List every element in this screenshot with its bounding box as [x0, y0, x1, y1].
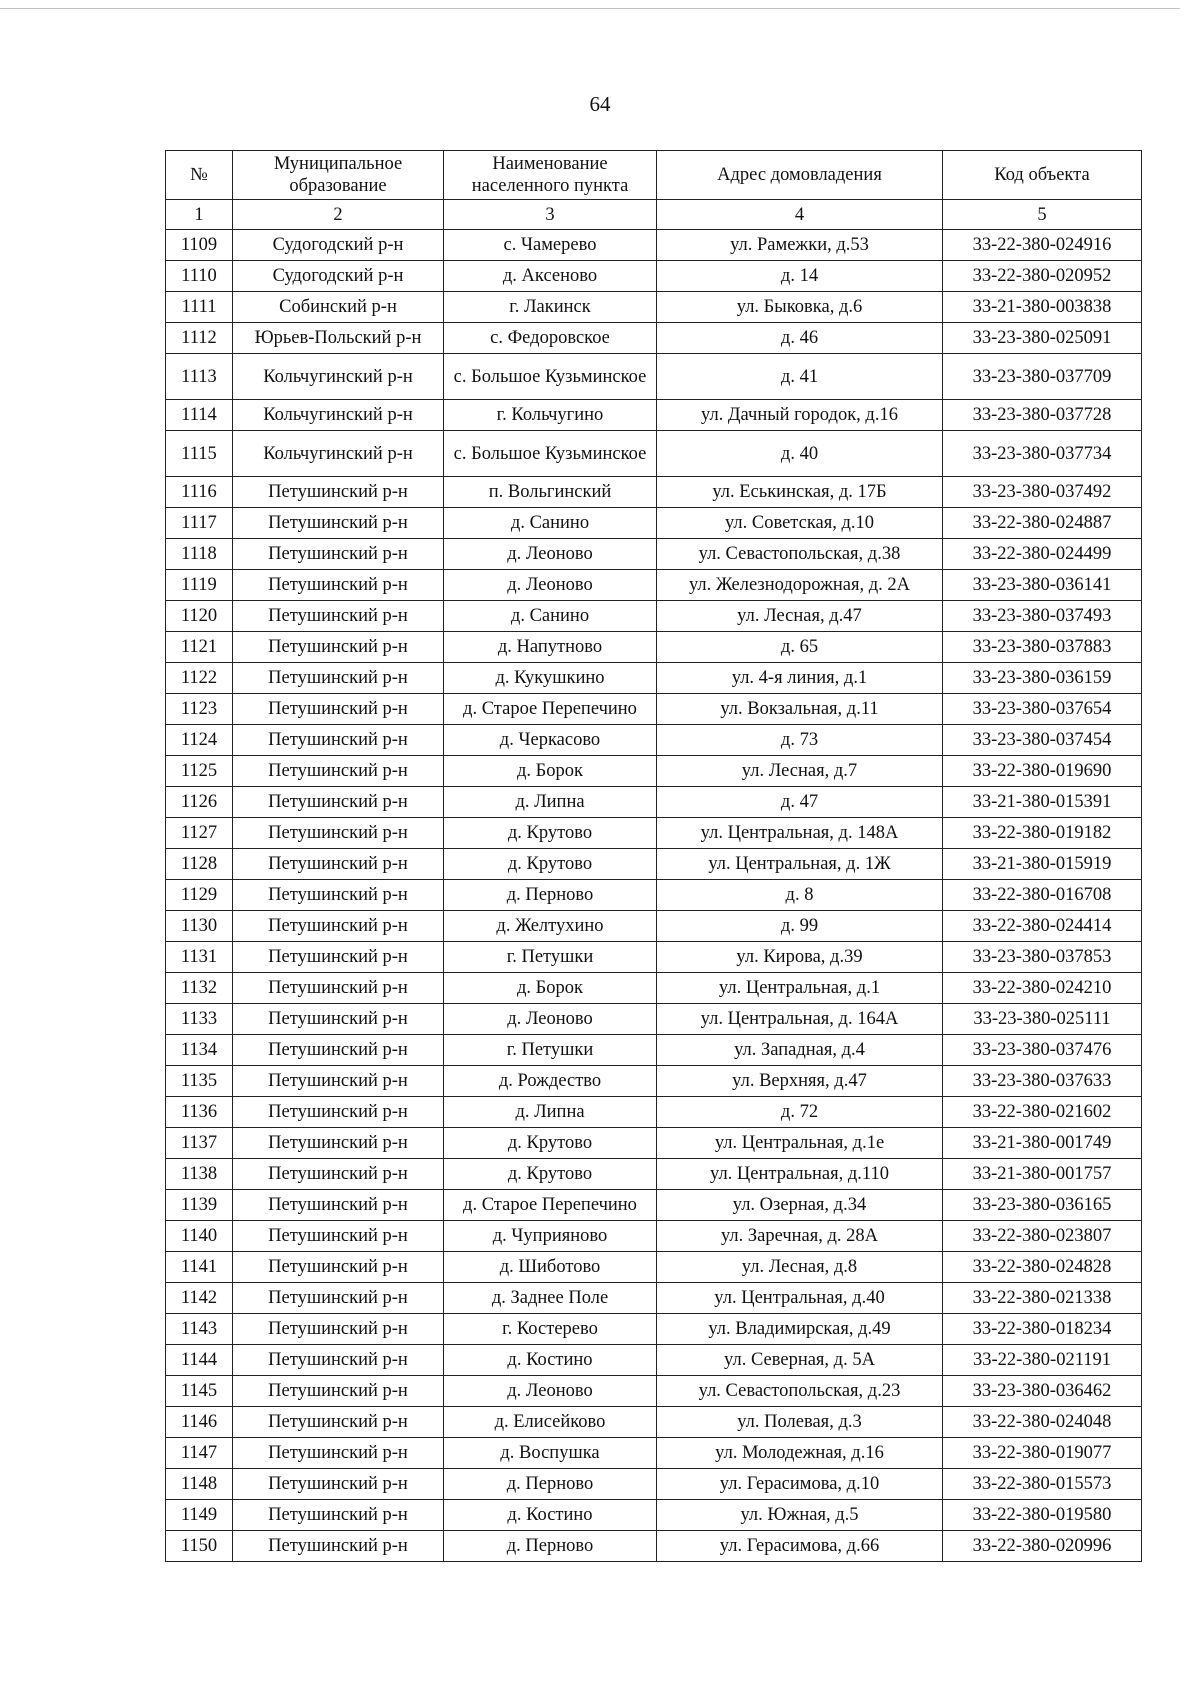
row-number: 1117 [166, 508, 233, 539]
object-code-cell: 33-22-380-021602 [943, 1097, 1142, 1128]
settlement-cell: д. Кукушкино [444, 663, 657, 694]
object-code-cell: 33-23-380-037709 [943, 354, 1142, 400]
object-code-cell: 33-21-380-015919 [943, 849, 1142, 880]
column-number: 1 [166, 200, 233, 230]
row-number: 1142 [166, 1283, 233, 1314]
object-code-cell: 33-23-380-037493 [943, 601, 1142, 632]
municipality-cell: Петушинский р-н [233, 1345, 444, 1376]
table-row [166, 1531, 1142, 1562]
municipality-cell: Петушинский р-н [233, 1004, 444, 1035]
address-cell: ул. Лесная, д.8 [657, 1252, 943, 1283]
settlement-cell: д. Чуприяново [444, 1221, 657, 1252]
column-number: 4 [657, 200, 943, 230]
object-code-cell: 33-23-380-037476 [943, 1035, 1142, 1066]
settlement-cell: д. Крутово [444, 1159, 657, 1190]
settlement-cell: д. Леоново [444, 570, 657, 601]
table-row [166, 632, 1142, 663]
address-cell: ул. Центральная, д.40 [657, 1283, 943, 1314]
object-code-cell: 33-23-380-037728 [943, 400, 1142, 431]
object-code-cell: 33-23-380-037853 [943, 942, 1142, 973]
address-cell: д. 40 [657, 431, 943, 477]
settlement-cell: д. Напутново [444, 632, 657, 663]
column-number: 3 [444, 200, 657, 230]
table-row [166, 1252, 1142, 1283]
municipality-cell: Петушинский р-н [233, 1314, 444, 1345]
row-number: 1127 [166, 818, 233, 849]
settlement-cell: д. Черкасово [444, 725, 657, 756]
address-cell: ул. Севастопольская, д.38 [657, 539, 943, 570]
address-cell: ул. Быковка, д.6 [657, 292, 943, 323]
municipality-cell: Петушинский р-н [233, 1159, 444, 1190]
municipality-cell: Петушинский р-н [233, 756, 444, 787]
settlement-cell: д. Леоново [444, 1004, 657, 1035]
municipality-cell: Петушинский р-н [233, 663, 444, 694]
address-cell: ул. Рамежки, д.53 [657, 230, 943, 261]
row-number: 1143 [166, 1314, 233, 1345]
table-row [166, 431, 1142, 477]
row-number: 1111 [166, 292, 233, 323]
object-code-cell: 33-22-380-020952 [943, 261, 1142, 292]
address-cell: ул. Верхняя, д.47 [657, 1066, 943, 1097]
object-code-cell: 33-22-380-019690 [943, 756, 1142, 787]
address-cell: ул. Заречная, д. 28А [657, 1221, 943, 1252]
row-number: 1124 [166, 725, 233, 756]
municipality-cell: Петушинский р-н [233, 694, 444, 725]
settlement-cell: д. Аксеново [444, 261, 657, 292]
address-cell: д. 41 [657, 354, 943, 400]
row-number: 1146 [166, 1407, 233, 1438]
row-number: 1132 [166, 973, 233, 1004]
row-number: 1110 [166, 261, 233, 292]
object-code-cell: 33-21-380-003838 [943, 292, 1142, 323]
settlement-cell: г. Кольчугино [444, 400, 657, 431]
municipality-cell: Петушинский р-н [233, 880, 444, 911]
table-row [166, 354, 1142, 400]
object-code-cell: 33-22-380-024828 [943, 1252, 1142, 1283]
municipality-cell: Судогодский р-н [233, 261, 444, 292]
row-number: 1121 [166, 632, 233, 663]
address-cell: ул. Лесная, д.47 [657, 601, 943, 632]
column-number: 2 [233, 200, 444, 230]
row-number: 1136 [166, 1097, 233, 1128]
address-cell: ул. Лесная, д.7 [657, 756, 943, 787]
address-cell: ул. Южная, д.5 [657, 1500, 943, 1531]
row-number: 1126 [166, 787, 233, 818]
settlement-cell: г. Петушки [444, 942, 657, 973]
address-cell: ул. Полевая, д.3 [657, 1407, 943, 1438]
settlement-cell: д. Костино [444, 1345, 657, 1376]
settlement-cell: п. Вольгинский [444, 477, 657, 508]
table-row [166, 849, 1142, 880]
municipality-cell: Петушинский р-н [233, 911, 444, 942]
municipality-cell: Петушинский р-н [233, 1531, 444, 1562]
table-row [166, 942, 1142, 973]
address-cell: д. 46 [657, 323, 943, 354]
address-cell: ул. Герасимова, д.10 [657, 1469, 943, 1500]
table-row [166, 1097, 1142, 1128]
row-number: 1109 [166, 230, 233, 261]
settlement-cell: д. Перново [444, 880, 657, 911]
row-number: 1118 [166, 539, 233, 570]
object-code-cell: 33-23-380-037883 [943, 632, 1142, 663]
table-row [166, 911, 1142, 942]
table-row [166, 725, 1142, 756]
municipality-cell: Петушинский р-н [233, 849, 444, 880]
table-row [166, 1221, 1142, 1252]
settlement-cell: д. Липна [444, 787, 657, 818]
table-row [166, 1469, 1142, 1500]
address-cell: ул. Центральная, д.1е [657, 1128, 943, 1159]
row-number: 1122 [166, 663, 233, 694]
object-code-cell: 33-22-380-019580 [943, 1500, 1142, 1531]
object-code-cell: 33-23-380-037734 [943, 431, 1142, 477]
row-number: 1116 [166, 477, 233, 508]
settlement-cell: с. Федоровское [444, 323, 657, 354]
municipality-cell: Юрьев-Польский р-н [233, 323, 444, 354]
object-code-cell: 33-23-380-037633 [943, 1066, 1142, 1097]
municipality-cell: Петушинский р-н [233, 508, 444, 539]
address-cell: д. 73 [657, 725, 943, 756]
settlement-cell: г. Костерево [444, 1314, 657, 1345]
municipality-cell: Кольчугинский р-н [233, 354, 444, 400]
municipality-cell: Петушинский р-н [233, 1407, 444, 1438]
object-code-cell: 33-22-380-023807 [943, 1221, 1142, 1252]
column-number-row [166, 200, 1142, 230]
row-number: 1135 [166, 1066, 233, 1097]
municipality-cell: Петушинский р-н [233, 1128, 444, 1159]
address-cell: ул. Молодежная, д.16 [657, 1438, 943, 1469]
table-row [166, 323, 1142, 354]
table-row [166, 1190, 1142, 1221]
row-number: 1129 [166, 880, 233, 911]
table-row [166, 1407, 1142, 1438]
row-number: 1115 [166, 431, 233, 477]
object-code-cell: 33-22-380-019077 [943, 1438, 1142, 1469]
table-body [166, 230, 1142, 1562]
row-number: 1144 [166, 1345, 233, 1376]
table-row [166, 539, 1142, 570]
address-cell: ул. Центральная, д. 164А [657, 1004, 943, 1035]
table-row [166, 1314, 1142, 1345]
settlement-cell: д. Крутово [444, 849, 657, 880]
object-code-cell: 33-22-380-024414 [943, 911, 1142, 942]
municipality-cell: Петушинский р-н [233, 1500, 444, 1531]
address-cell: ул. 4-я линия, д.1 [657, 663, 943, 694]
object-code-cell: 33-23-380-036141 [943, 570, 1142, 601]
object-code-cell: 33-23-380-037654 [943, 694, 1142, 725]
object-code-cell: 33-22-380-024048 [943, 1407, 1142, 1438]
object-code-cell: 33-22-380-015573 [943, 1469, 1142, 1500]
object-code-cell: 33-22-380-024499 [943, 539, 1142, 570]
row-number: 1138 [166, 1159, 233, 1190]
settlement-cell: д. Леоново [444, 539, 657, 570]
table-row [166, 477, 1142, 508]
row-number: 1145 [166, 1376, 233, 1407]
table-row [166, 1438, 1142, 1469]
settlement-cell: д. Санино [444, 508, 657, 539]
municipality-cell: Кольчугинский р-н [233, 431, 444, 477]
object-code-cell: 33-21-380-001749 [943, 1128, 1142, 1159]
object-code-cell: 33-23-380-036165 [943, 1190, 1142, 1221]
object-code-cell: 33-22-380-016708 [943, 880, 1142, 911]
address-cell: ул. Вокзальная, д.11 [657, 694, 943, 725]
object-code-cell: 33-22-380-024887 [943, 508, 1142, 539]
municipality-cell: Петушинский р-н [233, 942, 444, 973]
settlement-cell: д. Липна [444, 1097, 657, 1128]
address-cell: ул. Кирова, д.39 [657, 942, 943, 973]
municipality-cell: Петушинский р-н [233, 1097, 444, 1128]
registry-table [165, 150, 1142, 1562]
table-row [166, 880, 1142, 911]
table-row [166, 570, 1142, 601]
address-cell: ул. Севастопольская, д.23 [657, 1376, 943, 1407]
row-number: 1120 [166, 601, 233, 632]
municipality-cell: Петушинский р-н [233, 725, 444, 756]
row-number: 1114 [166, 400, 233, 431]
table-row [166, 400, 1142, 431]
municipality-cell: Собинский р-н [233, 292, 444, 323]
object-code-cell: 33-21-380-015391 [943, 787, 1142, 818]
address-cell: ул. Центральная, д. 148А [657, 818, 943, 849]
table-row [166, 1345, 1142, 1376]
object-code-cell: 33-22-380-021191 [943, 1345, 1142, 1376]
row-number: 1140 [166, 1221, 233, 1252]
object-code-cell: 33-23-380-036159 [943, 663, 1142, 694]
settlement-cell: д. Крутово [444, 1128, 657, 1159]
row-number: 1112 [166, 323, 233, 354]
settlement-cell: д. Старое Перепечино [444, 694, 657, 725]
settlement-cell: д. Заднее Поле [444, 1283, 657, 1314]
object-code-cell: 33-22-380-019182 [943, 818, 1142, 849]
row-number: 1139 [166, 1190, 233, 1221]
municipality-cell: Петушинский р-н [233, 818, 444, 849]
address-cell: ул. Центральная, д.1 [657, 973, 943, 1004]
settlement-cell: с. Чамерево [444, 230, 657, 261]
table-row [166, 292, 1142, 323]
header-municipality: Муниципальное образование [233, 151, 444, 200]
scan-top-border [0, 8, 1180, 9]
table-row [166, 973, 1142, 1004]
object-code-cell: 33-23-380-025111 [943, 1004, 1142, 1035]
header-settlement: Наименование населенного пункта [444, 151, 657, 200]
table-row [166, 508, 1142, 539]
municipality-cell: Петушинский р-н [233, 1252, 444, 1283]
municipality-cell: Петушинский р-н [233, 787, 444, 818]
table-row [166, 1066, 1142, 1097]
settlement-cell: д. Борок [444, 973, 657, 1004]
row-number: 1134 [166, 1035, 233, 1066]
municipality-cell: Петушинский р-н [233, 632, 444, 663]
municipality-cell: Петушинский р-н [233, 1438, 444, 1469]
table-row [166, 601, 1142, 632]
object-code-cell: 33-23-380-037454 [943, 725, 1142, 756]
settlement-cell: д. Елисейково [444, 1407, 657, 1438]
settlement-cell: д. Санино [444, 601, 657, 632]
settlement-cell: д. Желтухино [444, 911, 657, 942]
table-row [166, 756, 1142, 787]
settlement-cell: д. Воспушка [444, 1438, 657, 1469]
settlement-cell: д. Рождество [444, 1066, 657, 1097]
object-code-cell: 33-22-380-021338 [943, 1283, 1142, 1314]
settlement-cell: д. Крутово [444, 818, 657, 849]
settlement-cell: с. Большое Кузьминское [444, 431, 657, 477]
address-cell: ул. Советская, д.10 [657, 508, 943, 539]
column-number: 5 [943, 200, 1142, 230]
settlement-cell: д. Перново [444, 1469, 657, 1500]
table-row [166, 1035, 1142, 1066]
table-row [166, 787, 1142, 818]
settlement-cell: д. Старое Перепечино [444, 1190, 657, 1221]
row-number: 1133 [166, 1004, 233, 1035]
table-row [166, 1004, 1142, 1035]
row-number: 1123 [166, 694, 233, 725]
municipality-cell: Петушинский р-н [233, 973, 444, 1004]
row-number: 1131 [166, 942, 233, 973]
table-row [166, 261, 1142, 292]
header-object-code: Код объекта [943, 151, 1142, 200]
object-code-cell: 33-21-380-001757 [943, 1159, 1142, 1190]
municipality-cell: Петушинский р-н [233, 1283, 444, 1314]
municipality-cell: Петушинский р-н [233, 1035, 444, 1066]
municipality-cell: Петушинский р-н [233, 1190, 444, 1221]
municipality-cell: Петушинский р-н [233, 539, 444, 570]
settlement-cell: д. Леоново [444, 1376, 657, 1407]
table-row [166, 694, 1142, 725]
address-cell: ул. Центральная, д. 1Ж [657, 849, 943, 880]
object-code-cell: 33-23-380-036462 [943, 1376, 1142, 1407]
settlement-cell: г. Лакинск [444, 292, 657, 323]
row-number: 1147 [166, 1438, 233, 1469]
table-row [166, 1500, 1142, 1531]
address-cell: ул. Дачный городок, д.16 [657, 400, 943, 431]
table-row [166, 1128, 1142, 1159]
row-number: 1149 [166, 1500, 233, 1531]
table-row [166, 663, 1142, 694]
address-cell: д. 65 [657, 632, 943, 663]
municipality-cell: Петушинский р-н [233, 601, 444, 632]
row-number: 1119 [166, 570, 233, 601]
address-cell: ул. Северная, д. 5А [657, 1345, 943, 1376]
table-row [166, 1159, 1142, 1190]
municipality-cell: Петушинский р-н [233, 1066, 444, 1097]
settlement-cell: д. Костино [444, 1500, 657, 1531]
row-number: 1130 [166, 911, 233, 942]
municipality-cell: Судогодский р-н [233, 230, 444, 261]
row-number: 1128 [166, 849, 233, 880]
row-number: 1113 [166, 354, 233, 400]
row-number: 1150 [166, 1531, 233, 1562]
row-number: 1137 [166, 1128, 233, 1159]
address-cell: д. 8 [657, 880, 943, 911]
municipality-cell: Петушинский р-н [233, 1376, 444, 1407]
address-cell: д. 99 [657, 911, 943, 942]
table-row [166, 1376, 1142, 1407]
settlement-cell: д. Перново [444, 1531, 657, 1562]
row-number: 1141 [166, 1252, 233, 1283]
address-cell: ул. Еськинская, д. 17Б [657, 477, 943, 508]
municipality-cell: Петушинский р-н [233, 1221, 444, 1252]
address-cell: ул. Западная, д.4 [657, 1035, 943, 1066]
table-row [166, 818, 1142, 849]
table-row [166, 230, 1142, 261]
municipality-cell: Кольчугинский р-н [233, 400, 444, 431]
row-number: 1148 [166, 1469, 233, 1500]
address-cell: ул. Владимирская, д.49 [657, 1314, 943, 1345]
row-number: 1125 [166, 756, 233, 787]
address-cell: ул. Озерная, д.34 [657, 1190, 943, 1221]
settlement-cell: д. Борок [444, 756, 657, 787]
table-row [166, 1283, 1142, 1314]
settlement-cell: с. Большое Кузьминское [444, 354, 657, 400]
address-cell: д. 14 [657, 261, 943, 292]
header-address: Адрес домовладения [657, 151, 943, 200]
municipality-cell: Петушинский р-н [233, 570, 444, 601]
address-cell: д. 47 [657, 787, 943, 818]
object-code-cell: 33-22-380-020996 [943, 1531, 1142, 1562]
header-row [166, 151, 1142, 200]
address-cell: д. 72 [657, 1097, 943, 1128]
page-number: 64 [589, 92, 611, 116]
municipality-cell: Петушинский р-н [233, 1469, 444, 1500]
header-number: № [166, 151, 233, 200]
settlement-cell: д. Шиботово [444, 1252, 657, 1283]
object-code-cell: 33-22-380-024210 [943, 973, 1142, 1004]
object-code-cell: 33-22-380-024916 [943, 230, 1142, 261]
object-code-cell: 33-22-380-018234 [943, 1314, 1142, 1345]
address-cell: ул. Центральная, д.110 [657, 1159, 943, 1190]
settlement-cell: г. Петушки [444, 1035, 657, 1066]
address-cell: ул. Железнодорожная, д. 2А [657, 570, 943, 601]
object-code-cell: 33-23-380-037492 [943, 477, 1142, 508]
municipality-cell: Петушинский р-н [233, 477, 444, 508]
address-cell: ул. Герасимова, д.66 [657, 1531, 943, 1562]
object-code-cell: 33-23-380-025091 [943, 323, 1142, 354]
